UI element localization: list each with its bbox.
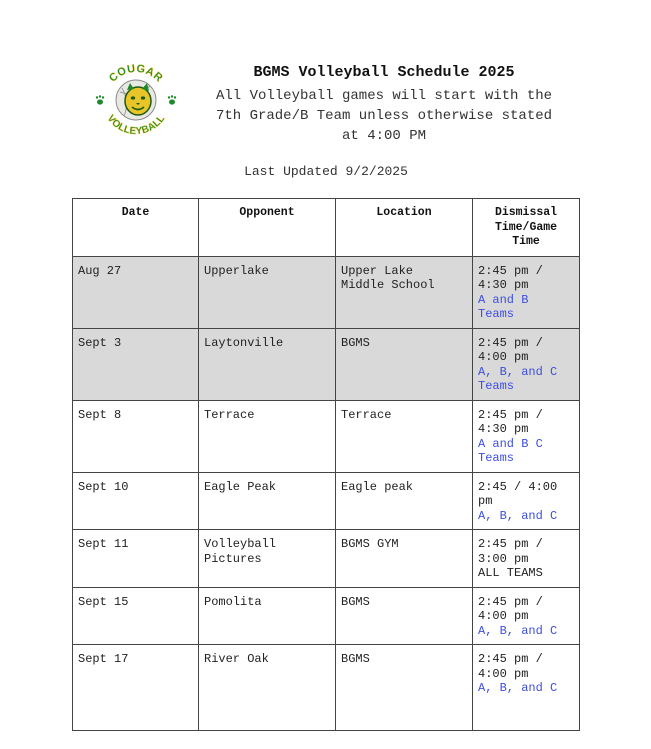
subtitle-line-3: at 4:00 PM [341, 128, 426, 144]
cell-location [336, 645, 473, 731]
cell-location-location-1: Terrace [341, 407, 392, 422]
cell-time-time-1: 2:45 pm / [478, 652, 543, 666]
table-header-row [73, 199, 580, 257]
cougar-volleyball-logo [94, 58, 178, 142]
table-row [73, 645, 580, 731]
cell-date [73, 400, 199, 472]
cell-time-teams-1: A, B, and C [478, 681, 558, 695]
cell-opponent-opponent-1: Laytonville [204, 335, 284, 350]
cell-time-time-1: 2:45 pm / [478, 594, 543, 609]
cell-date-date: Sept 11 [78, 537, 129, 551]
cell-location-location-1: BGMS [341, 335, 370, 350]
cell-time-time-1: 2:45 pm / [478, 263, 543, 278]
cell-date-date: Sept 15 [78, 594, 129, 609]
cell-time-teams-1: A and B C [478, 436, 543, 451]
cell-opponent-opponent-2: Pictures [204, 551, 262, 566]
cell-time-time-1: 2:45 pm / [478, 335, 543, 350]
cell-time-time-2: 4:00 pm [478, 350, 529, 364]
cell-date [73, 530, 199, 588]
cell-opponent [199, 328, 336, 400]
cell-opponent-opponent-1: Pomolita [204, 594, 262, 609]
cell-opponent-opponent-1: River Oak [204, 652, 269, 666]
cell-opponent [199, 530, 336, 588]
cell-location [336, 530, 473, 588]
cell-date-date: Sept 3 [78, 335, 122, 350]
cell-opponent [199, 587, 336, 645]
logo-bottom-text: VOLLEYBALL [104, 113, 168, 138]
cell-date-date: Aug 27 [78, 263, 122, 278]
cell-location [336, 256, 473, 328]
table-row [73, 328, 580, 400]
table-row [73, 472, 580, 530]
logo-top-text: COUGAR [106, 62, 166, 85]
cell-time-time-2: 4:30 pm [478, 278, 529, 292]
cell-time-teams-2: Teams [478, 451, 515, 465]
cell-time [473, 256, 580, 328]
cell-time-time-1: 2:45 pm / [478, 537, 543, 551]
cell-time [473, 645, 580, 731]
header-time-line-1: Dismissal [494, 206, 558, 219]
cell-date [73, 328, 199, 400]
header-time [473, 199, 580, 257]
cell-time-teams-1: A and B [478, 292, 529, 307]
cell-opponent [199, 256, 336, 328]
cell-location-location-1: BGMS [341, 652, 370, 666]
cell-time-teams-2: Teams [478, 307, 515, 321]
paw-right-icon [168, 95, 176, 104]
header-opponent: Opponent [199, 199, 336, 257]
cell-date-date: Sept 8 [78, 407, 122, 422]
table-row [73, 256, 580, 328]
cell-time-time-2: 3:00 pm [478, 551, 529, 566]
cell-time [473, 530, 580, 588]
header-time-line-3: Time [512, 235, 540, 248]
cell-location-location-1: BGMS GYM [341, 537, 399, 551]
cell-time-time-2: 4:30 pm [478, 422, 529, 436]
cell-time [473, 587, 580, 645]
cell-opponent [199, 645, 336, 731]
cell-opponent-opponent-1: Upperlake [204, 263, 269, 278]
cell-location-location-2: Middle School [341, 278, 435, 292]
cell-date [73, 256, 199, 328]
header-date: Date [73, 199, 199, 257]
cell-date-date: Sept 10 [78, 479, 129, 494]
cougar-head-icon [125, 83, 151, 115]
cell-opponent [199, 472, 336, 530]
header-location: Location [336, 199, 473, 257]
cell-time-teams-1: A, B, and C [478, 364, 558, 379]
cell-location-location-1: BGMS [341, 594, 370, 609]
table-row [73, 587, 580, 645]
cell-time-teams-1: ALL TEAMS [478, 566, 543, 580]
cell-date [73, 587, 199, 645]
cell-location [336, 472, 473, 530]
subtitle-line-1: All Volleyball games will start with the [215, 88, 553, 104]
cell-time-teams-1: A, B, and C [478, 623, 558, 638]
cell-date-date: Sept 17 [78, 652, 129, 666]
paw-left-icon [96, 95, 104, 104]
schedule-table [72, 198, 580, 731]
cell-time-time-2: pm [478, 494, 493, 508]
cell-opponent-opponent-1: Volleyball [204, 537, 277, 551]
cell-time-teams-2: Teams [478, 379, 515, 393]
cell-time-time-2: 4:00 pm [478, 666, 529, 681]
subtitle-line-2: 7th Grade/B Team unless otherwise stated [215, 108, 553, 124]
cell-location [336, 328, 473, 400]
table-row [73, 530, 580, 588]
cell-opponent-opponent-1: Terrace [204, 407, 255, 422]
cell-time [473, 328, 580, 400]
cell-location [336, 587, 473, 645]
cell-time-time-1: 2:45 pm / [478, 407, 543, 422]
cell-opponent [199, 400, 336, 472]
last-updated: Last Updated 9/2/2025 [244, 164, 408, 179]
page-title: BGMS Volleyball Schedule 2025 [253, 64, 515, 81]
cell-opponent-opponent-1: Eagle Peak [204, 479, 277, 494]
cell-location-location-1: Eagle peak [341, 479, 414, 494]
header-time-line-2: Time/Game [494, 220, 558, 234]
page-subtitle [196, 86, 572, 146]
cell-date [73, 472, 199, 530]
cell-location [336, 400, 473, 472]
cell-time-time-2: 4:00 pm [478, 609, 529, 623]
cell-time-teams-1: A, B, and C [478, 508, 558, 523]
table-row [73, 400, 580, 472]
cell-date [73, 645, 199, 731]
cell-time [473, 400, 580, 472]
cell-time-time-1: 2:45 / 4:00 [478, 479, 558, 494]
cell-time [473, 472, 580, 530]
cell-location-location-1: Upper Lake [341, 263, 414, 278]
